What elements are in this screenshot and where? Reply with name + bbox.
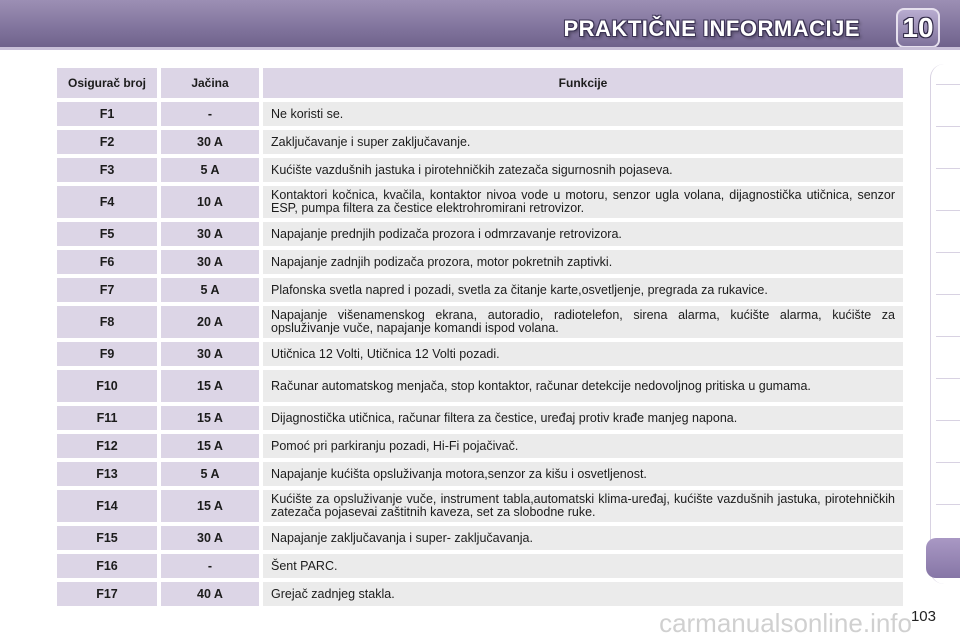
amperage-cell: 30 A (157, 130, 259, 154)
table-row (57, 102, 903, 126)
fuse-number-cell: F5 (57, 222, 157, 246)
function-cell: Kućište vazdušnih jastuka i pirotehničkih zatezača sigurnosnih pojaseva. (259, 158, 903, 182)
amperage-cell: 15 A (157, 490, 259, 522)
chapter-side-tabs (930, 64, 960, 584)
side-tab-divider (936, 294, 960, 295)
fuse-number-cell: F13 (57, 462, 157, 486)
table-row (57, 406, 903, 430)
table-header-row (57, 68, 903, 98)
amperage-cell: 40 A (157, 582, 259, 606)
amperage-cell: 30 A (157, 526, 259, 550)
fuse-number-cell: F16 (57, 554, 157, 578)
amperage-cell: 5 A (157, 158, 259, 182)
amperage-cell: 10 A (157, 186, 259, 218)
side-tab-divider (936, 336, 960, 337)
table-row (57, 462, 903, 486)
fuse-table-body (57, 102, 903, 606)
side-tab-divider (936, 252, 960, 253)
side-tab-divider (936, 210, 960, 211)
function-cell: Napajanje višenamenskog ekrana, autoradio, radiotelefon, sirena alarma, kućište alarma, kućište za opsluživanje vuče, napajanje komandi ispod volana. (259, 306, 903, 338)
side-tab-divider (936, 462, 960, 463)
function-cell: Plafonska svetla napred i pozadi, svetla za čitanje karte,osvetljenje, pregrada za rukavice. (259, 278, 903, 302)
amperage-cell: 30 A (157, 342, 259, 366)
fuse-number-cell: F1 (57, 102, 157, 126)
fuse-table (57, 64, 903, 610)
amperage-cell: 5 A (157, 278, 259, 302)
fuse-number-cell: F14 (57, 490, 157, 522)
fuse-number-cell: F8 (57, 306, 157, 338)
page-number: 103 (910, 608, 936, 625)
amperage-cell: 15 A (157, 434, 259, 458)
chapter-badge: 10 (896, 8, 940, 48)
active-chapter-tab[interactable] (926, 538, 960, 578)
side-tab-divider (936, 126, 960, 127)
table-row (57, 370, 903, 402)
function-cell: Napajanje prednjih podizača prozora i odmrzavanje retrovizora. (259, 222, 903, 246)
amperage-cell: - (157, 102, 259, 126)
column-header-amperage: Jačina (157, 68, 259, 98)
function-cell: Kućište za opsluživanje vuče, instrument tabla,automatski klima-uređaj, kućište vazdušnih jastuka, pirotehničkih zatezača pojasevai zaštitnih kaveza, set za slobodne ruke. (259, 490, 903, 522)
table-row (57, 526, 903, 550)
side-tab-divider (936, 168, 960, 169)
table-row (57, 130, 903, 154)
header-bar (0, 0, 960, 50)
function-cell: Računar automatskog menjača, stop kontaktor, računar detekcije nedovoljnog pritiska u gumama. (259, 370, 903, 402)
amperage-cell: 30 A (157, 250, 259, 274)
page-title: PRAKTIČNE INFORMACIJE (563, 16, 860, 41)
fuse-number-cell: F9 (57, 342, 157, 366)
fuse-number-cell: F3 (57, 158, 157, 182)
table-row (57, 278, 903, 302)
side-tab-divider (936, 504, 960, 505)
table-row (57, 250, 903, 274)
function-cell: Pomoć pri parkiranju pozadi, Hi-Fi pojačivač. (259, 434, 903, 458)
watermark: carmanualsonline.info (659, 608, 912, 638)
fuse-number-cell: F11 (57, 406, 157, 430)
function-cell: Ne koristi se. (259, 102, 903, 126)
table-row (57, 222, 903, 246)
amperage-cell: 15 A (157, 370, 259, 402)
column-header-fuse-no: Osigurač broj (57, 68, 157, 98)
amperage-cell: 15 A (157, 406, 259, 430)
function-cell: Napajanje zadnjih podizača prozora, motor pokretnih zaptivki. (259, 250, 903, 274)
fuse-number-cell: F2 (57, 130, 157, 154)
table-row (57, 186, 903, 218)
function-cell: Napajanje zaključavanja i super- zaključavanja. (259, 526, 903, 550)
function-cell: Dijagnostička utičnica, računar filtera za čestice, uređaj protiv krađe manjeg napona. (259, 406, 903, 430)
fuse-number-cell: F10 (57, 370, 157, 402)
table-row (57, 306, 903, 338)
fuse-number-cell: F17 (57, 582, 157, 606)
amperage-cell: 5 A (157, 462, 259, 486)
side-tab-divider (936, 84, 960, 85)
side-tab-divider (936, 420, 960, 421)
table-row (57, 342, 903, 366)
function-cell: Utičnica 12 Volti, Utičnica 12 Volti pozadi. (259, 342, 903, 366)
function-cell: Grejač zadnjeg stakla. (259, 582, 903, 606)
fuse-number-cell: F15 (57, 526, 157, 550)
amperage-cell: - (157, 554, 259, 578)
amperage-cell: 20 A (157, 306, 259, 338)
function-cell: Šent PARC. (259, 554, 903, 578)
fuse-number-cell: F12 (57, 434, 157, 458)
amperage-cell: 30 A (157, 222, 259, 246)
table-row (57, 490, 903, 522)
table-row (57, 434, 903, 458)
table-row (57, 582, 903, 606)
function-cell: Kontaktori kočnica, kvačila, kontaktor nivoa vode u motoru, senzor ugla volana, dijagnostička utičnica, senzor ESP, pumpa filtera za čestice elektrohromirani retrovizor. (259, 186, 903, 218)
table-row (57, 554, 903, 578)
side-tab-divider (936, 378, 960, 379)
fuse-number-cell: F6 (57, 250, 157, 274)
column-header-functions: Funkcije (259, 68, 903, 98)
fuse-number-cell: F7 (57, 278, 157, 302)
table-row (57, 158, 903, 182)
fuse-number-cell: F4 (57, 186, 157, 218)
function-cell: Napajanje kućišta opsluživanja motora,senzor za kišu i osvetljenost. (259, 462, 903, 486)
function-cell: Zaključavanje i super zaključavanje. (259, 130, 903, 154)
